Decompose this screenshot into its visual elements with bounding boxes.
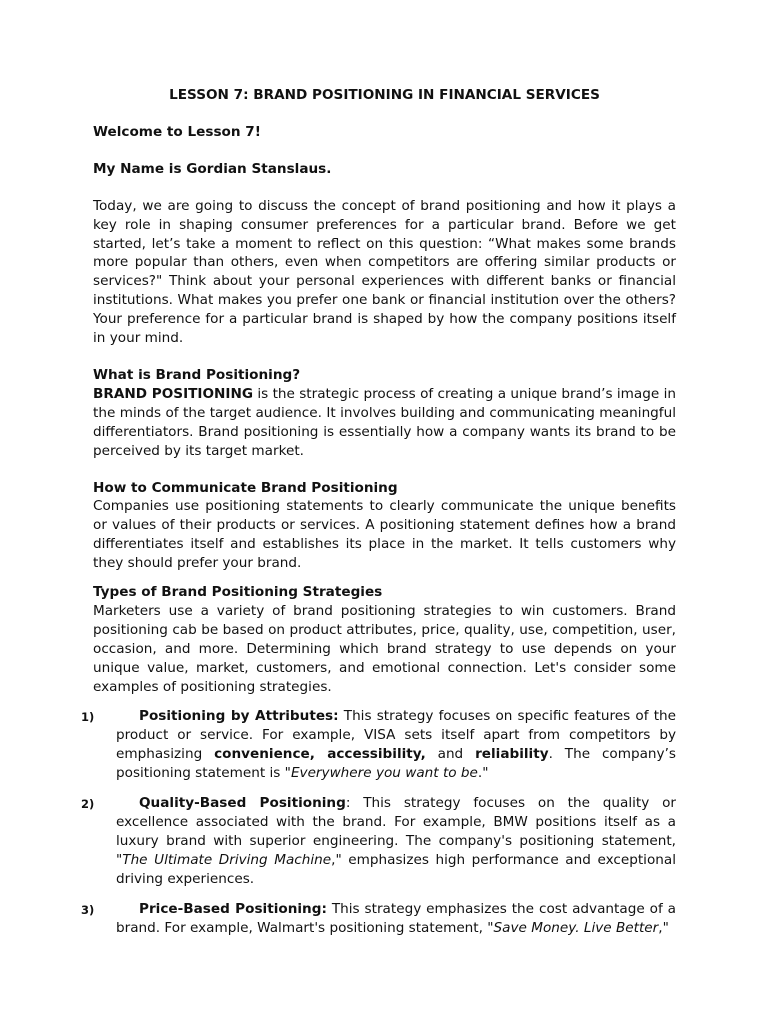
author-heading: My Name is Gordian Stanslaus. — [93, 160, 332, 177]
item-quote: The Ultimate Driving Machine — [122, 851, 332, 868]
item-title: Price-Based Positioning: — [139, 900, 327, 917]
item-title: Quality-Based Positioning — [139, 795, 346, 812]
item-bold: convenience, accessibility, — [214, 746, 426, 763]
what-paragraph — [93, 385, 676, 461]
intro-paragraph: Today, we are going to discuss the concept of brand positioning and how it plays a key role in shaping consumer preferences for a particular brand. Before we get started, let’s take a moment to reflect on this question: “What makes some brands more popular than others, even when competitors are offering similar products or services?" Think about your personal experiences with different banks or financial institutions. What makes you prefer one bank or financial institution over the others? Your preference for a particular brand is shaped by how the company positions itself in your mind. — [93, 197, 676, 347]
item-text: ," — [658, 919, 669, 936]
item-text: and — [425, 746, 476, 763]
list-number: 2) — [81, 797, 95, 812]
item-quote: Everywhere you want to be — [290, 765, 478, 782]
what-body: is the strategic process of creating a unique brand’s image in the minds of the target audience. It involves building and communicating meaningful differentiators. Brand positioning is essentially how a company wants its brand to be perceived by its target market. — [93, 385, 676, 459]
lesson-title: LESSON 7: BRAND POSITIONING IN FINANCIAL SERVICES — [169, 87, 600, 103]
item-text: ." — [477, 765, 489, 782]
list-number: 3) — [81, 902, 95, 917]
item-text: . The company’s positioning statement is " — [116, 746, 676, 782]
welcome-heading: Welcome to Lesson 7! — [93, 123, 261, 140]
list-item — [81, 794, 676, 889]
item-text: This strategy emphasizes the cost advantage of a brand. For example, Walmart's positioning statement, — [116, 900, 676, 936]
how-heading: How to Communicate Brand Positioning — [93, 479, 398, 496]
item-text: : This strategy focuses on the quality or excellence associated with the brand. For example, BMW positions itself as a luxury brand with superior engineering. The company's positioning statement, " — [116, 795, 676, 868]
types-heading: Types of Brand Positioning Strategies — [93, 584, 383, 601]
list-item — [81, 707, 676, 783]
item-bold: reliability — [475, 746, 549, 763]
strategy-list — [81, 707, 676, 937]
item-quote: "Save Money. Live Better — [487, 919, 659, 936]
brand-positioning-term: BRAND POSITIONING — [93, 385, 253, 402]
item-text: ," emphasizes high performance and exceptional driving experiences. — [116, 851, 676, 887]
how-paragraph: Companies use positioning statements to clearly communicate the unique benefits or values of their products or services. A positioning statement defines how a brand differentiates itself and establishes its place in the market. It tells customers why they should prefer your brand. — [93, 498, 676, 572]
document-page — [81, 86, 676, 948]
item-text: This strategy focuses on specific features of the product or service. For example, VISA sets itself apart from competitors by emphasizing — [116, 708, 676, 763]
list-number: 1) — [81, 710, 95, 725]
types-paragraph: Marketers use a variety of brand positioning strategies to win customers. Brand positioning cab be based on product attributes, price, quality, use, competition, user, occasion, and more. Determining which brand strategy to use depends on your unique value, market, customers, and emotional connection. Let's consider some examples of positioning strategies. — [93, 602, 676, 695]
what-heading: What is Brand Positioning? — [93, 366, 301, 383]
item-title: Positioning by Attributes: — [139, 708, 339, 725]
list-item — [81, 900, 676, 938]
